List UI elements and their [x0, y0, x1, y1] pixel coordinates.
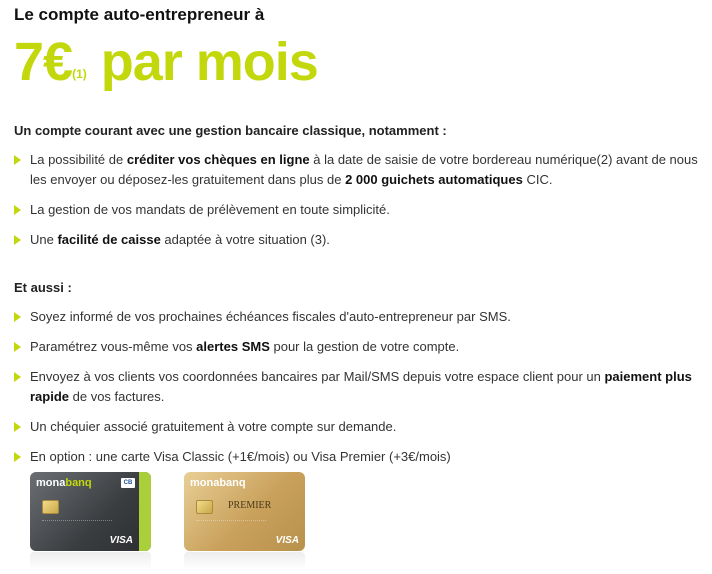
card-number-placeholder	[196, 520, 266, 524]
price-footnote: (1)	[72, 67, 87, 81]
price-suffix: par mois	[100, 32, 318, 92]
bullet-arrow-icon	[14, 452, 21, 462]
cb-logo-icon: CB	[121, 478, 135, 488]
section1-list	[14, 150, 704, 250]
card-number-placeholder	[42, 520, 112, 524]
bullet-arrow-icon	[14, 205, 21, 215]
bullet-arrow-icon	[14, 422, 21, 432]
highlight-text: paiement plus rapide	[30, 369, 692, 404]
list-item: Envoyez à vos clients vos coordonnées bancaires par Mail/SMS depuis votre espace client pour un paiement plus rapide de vos factures.	[14, 367, 704, 407]
price-headline	[14, 34, 318, 90]
list-item: La possibilité de créditer vos chèques en ligne à la date de saisie de votre bordereau numérique(2) avant de nous les envoyer ou déposez-les gratuitement dans plus de 2 000 guichets automatiques CIC.	[14, 150, 704, 190]
highlight-text: alertes SMS	[196, 339, 270, 354]
bullet-arrow-icon	[14, 235, 21, 245]
card-brand-logo: monabanq	[190, 477, 246, 489]
card-brand-logo: monabanq	[36, 477, 92, 489]
highlight-text: 2 000 guichets automatiques	[345, 172, 523, 187]
list-item: Un chéquier associé gratuitement à votre compte sur demande.	[14, 417, 704, 437]
card-stripe	[139, 472, 151, 551]
highlight-text: créditer vos chèques en ligne	[126, 152, 310, 167]
price-amount: 7€	[14, 32, 73, 92]
section2-heading: Et aussi :	[14, 280, 72, 295]
list-item: Une facilité de caisse adaptée à votre situation (3).	[14, 230, 704, 250]
bullet-arrow-icon	[14, 342, 21, 352]
visa-classic-card-image	[30, 472, 151, 551]
bullet-arrow-icon	[14, 312, 21, 322]
list-item: En option : une carte Visa Classic (+1€/mois) ou Visa Premier (+3€/mois)	[14, 447, 704, 467]
section1-heading: Un compte courant avec une gestion bancaire classique, notamment :	[14, 123, 447, 138]
card-chip-icon	[42, 500, 59, 514]
card-reflection	[184, 552, 305, 570]
visa-logo: VISA	[275, 535, 299, 546]
list-item: Soyez informé de vos prochaines échéances fiscales d'auto-entrepreneur par SMS.	[14, 307, 704, 327]
section2-list	[14, 307, 704, 467]
bullet-arrow-icon	[14, 372, 21, 382]
card-chip-icon	[196, 500, 213, 514]
bullet-arrow-icon	[14, 155, 21, 165]
highlight-text: facilité de caisse	[57, 232, 161, 247]
visa-premier-card-image	[184, 472, 305, 551]
list-item: Paramétrez vous-même vos alertes SMS pour la gestion de votre compte.	[14, 337, 704, 357]
card-reflection	[30, 552, 151, 570]
page-title: Le compte auto-entrepreneur à	[14, 5, 265, 24]
card-tier-label: PREMIER	[228, 500, 272, 511]
visa-logo: VISA	[109, 535, 133, 546]
list-item: La gestion de vos mandats de prélèvement en toute simplicité.	[14, 200, 704, 220]
